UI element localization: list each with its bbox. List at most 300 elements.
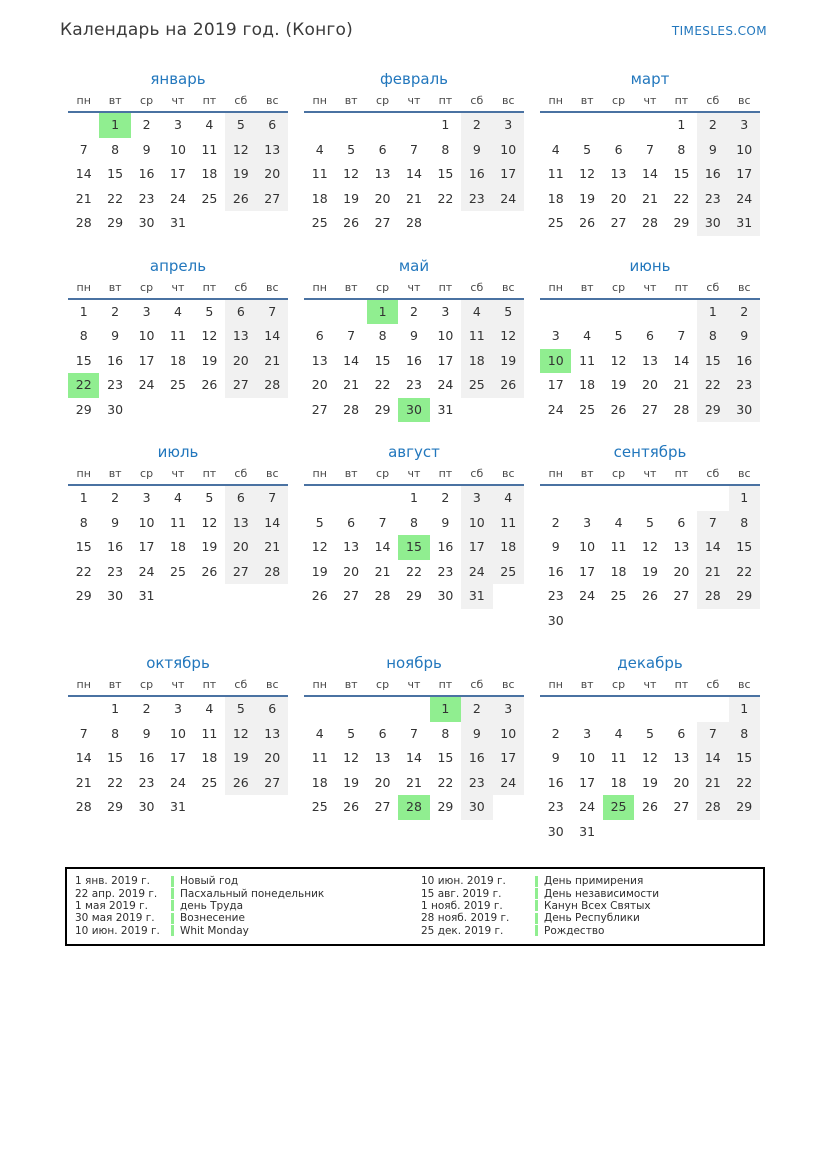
week-row [304, 535, 524, 560]
day-cell: 27 [343, 588, 360, 603]
legend-holiday-name [171, 925, 249, 937]
day-cell: 9 [551, 539, 560, 554]
day-cell: 10 [170, 725, 186, 741]
weekday-label: вт [108, 678, 122, 691]
week-row [68, 511, 288, 536]
weekday-header-row [540, 281, 760, 300]
day-cell: 13 [343, 539, 360, 554]
legend-holiday-name [535, 912, 640, 924]
day-cell: 1 [677, 117, 686, 132]
day-cell: 14 [75, 750, 92, 765]
day-cell: 12 [311, 539, 328, 554]
week-row [304, 795, 524, 820]
day-cell: 27 [374, 215, 391, 230]
day-cell: 4 [205, 701, 214, 716]
day-cell-empty [194, 211, 225, 236]
day-cell-empty [540, 697, 571, 722]
week-row [540, 211, 760, 236]
legend-holiday-name [535, 888, 659, 900]
day-cell: 9 [551, 750, 560, 765]
week-row [540, 795, 760, 820]
page-header [60, 20, 767, 40]
day-cell: 8 [441, 141, 450, 157]
weekday-label: ср [612, 678, 626, 691]
day-cell-empty [603, 820, 634, 845]
day-cell: 29 [107, 215, 124, 230]
holiday-day-cell: 28 [398, 795, 429, 820]
month-title: октябрь [146, 654, 210, 672]
day-cell: 7 [697, 511, 728, 536]
month-title: апрель [149, 256, 207, 275]
legend-date: 10 июн. 2019 г. [421, 875, 506, 888]
day-cell-empty [603, 486, 634, 511]
day-cell: 22 [673, 190, 690, 206]
day-cell: 4 [315, 141, 324, 157]
day-cell: 30 [697, 211, 728, 236]
day-cell: 3 [142, 303, 151, 319]
day-cell-empty [304, 486, 335, 511]
day-cell: 4 [493, 486, 524, 511]
holiday-marker-icon [535, 913, 538, 924]
day-cell-empty [666, 697, 697, 722]
day-cell: 24 [579, 799, 596, 814]
day-cell: 16 [406, 352, 422, 368]
day-cell: 12 [493, 324, 524, 349]
legend-holiday-name [171, 912, 245, 924]
day-cell: 8 [378, 328, 387, 343]
day-cell: 30 [107, 588, 124, 603]
legend-row [67, 887, 421, 899]
day-cell: 22 [729, 771, 760, 796]
day-cell: 20 [374, 774, 391, 790]
weekday-header-row [540, 467, 760, 486]
day-cell: 9 [461, 722, 492, 747]
day-cell: 3 [174, 701, 182, 716]
day-cell: 9 [111, 328, 120, 343]
week-row [304, 771, 524, 796]
day-cell: 2 [729, 300, 760, 325]
day-cell: 26 [225, 187, 256, 212]
week-row [68, 560, 288, 585]
day-cell: 19 [201, 352, 218, 368]
weekday-label: пт [674, 678, 689, 691]
month-july [68, 443, 288, 633]
day-cell: 19 [201, 539, 218, 554]
legend-holiday-name [535, 925, 604, 937]
month-april [68, 257, 288, 423]
weekday-label: сб [706, 467, 720, 480]
day-cell: 19 [493, 349, 524, 374]
week-row [540, 697, 760, 722]
holiday-day-cell: 1 [367, 300, 398, 325]
day-cell: 2 [410, 303, 418, 319]
day-cell: 18 [201, 166, 218, 181]
weekday-label: вс [737, 280, 751, 294]
day-cell: 17 [729, 162, 760, 187]
day-cell: 12 [579, 166, 596, 181]
day-cell: 11 [170, 514, 186, 530]
day-cell: 24 [437, 377, 454, 392]
day-cell: 5 [583, 141, 592, 157]
day-cell: 11 [201, 725, 218, 741]
day-cell: 26 [201, 377, 218, 392]
day-cell: 29 [729, 584, 760, 609]
day-cell-empty [666, 609, 697, 634]
day-cell: 18 [461, 349, 492, 374]
weekday-label: пн [76, 280, 91, 294]
day-cell: 10 [138, 514, 155, 530]
day-cell: 17 [547, 377, 564, 392]
holiday-day-cell: 10 [540, 349, 571, 374]
day-cell: 31 [461, 584, 492, 609]
day-cell: 24 [170, 190, 186, 206]
week-row [540, 300, 760, 325]
day-cell: 20 [311, 377, 328, 392]
week-row [304, 697, 524, 722]
day-cell: 26 [343, 799, 360, 814]
week-row [68, 113, 288, 138]
week-row [68, 349, 288, 374]
weekday-label: ср [140, 678, 154, 691]
day-cell: 24 [729, 187, 760, 212]
weekday-label: пн [76, 678, 91, 691]
day-cell: 4 [583, 328, 592, 343]
day-cell: 6 [225, 486, 256, 511]
day-cell: 26 [579, 215, 596, 230]
legend-date: 1 мая 2019 г. [75, 899, 148, 912]
weekday-label: вс [501, 467, 515, 480]
day-cell: 11 [493, 511, 524, 536]
holiday-day-cell: 15 [398, 535, 429, 560]
day-cell: 6 [378, 141, 387, 157]
day-cell-empty [666, 820, 697, 845]
day-cell: 5 [614, 328, 623, 343]
day-cell: 9 [729, 324, 760, 349]
day-cell: 30 [437, 588, 454, 603]
day-cell: 22 [406, 563, 422, 579]
day-cell: 23 [107, 377, 124, 392]
weekday-label: ср [612, 467, 626, 480]
weekday-label: чт [407, 678, 421, 691]
day-cell: 14 [257, 511, 288, 536]
day-cell: 28 [673, 401, 690, 417]
day-cell-empty [257, 398, 288, 423]
legend-row [421, 875, 763, 887]
day-cell: 18 [311, 774, 328, 790]
day-cell: 20 [257, 746, 288, 771]
day-cell: 31 [138, 588, 155, 603]
day-cell: 14 [257, 324, 288, 349]
day-cell: 6 [225, 300, 256, 325]
week-row [540, 349, 760, 374]
day-cell: 14 [406, 166, 422, 181]
weekday-label: пт [438, 678, 453, 691]
week-row [540, 535, 760, 560]
week-row [540, 187, 760, 212]
day-cell: 26 [311, 588, 328, 603]
day-cell: 8 [729, 722, 760, 747]
day-cell: 1 [729, 486, 760, 511]
month-may [304, 257, 524, 423]
week-row [68, 486, 288, 511]
week-row [304, 511, 524, 536]
weekday-label: пн [312, 467, 327, 480]
weekday-label: вт [108, 280, 122, 294]
day-cell: 19 [225, 162, 256, 187]
day-cell: 5 [225, 113, 256, 138]
day-cell: 5 [646, 514, 654, 530]
day-cell: 18 [610, 774, 627, 790]
day-cell-empty [304, 697, 335, 722]
day-cell: 19 [642, 774, 658, 790]
week-row [68, 138, 288, 163]
day-cell: 11 [610, 750, 627, 765]
weekday-label: пт [202, 280, 217, 294]
day-cell: 20 [374, 190, 391, 206]
weekday-label: вс [265, 678, 279, 691]
day-cell-empty [335, 697, 366, 722]
day-cell-empty [162, 584, 193, 609]
day-cell: 25 [547, 215, 564, 230]
day-cell: 3 [493, 113, 524, 138]
legend-holiday-label: Канун Всех Святых [544, 899, 651, 912]
day-cell: 2 [142, 117, 151, 132]
day-cell: 8 [677, 141, 686, 157]
day-cell: 9 [461, 138, 492, 163]
holiday-marker-icon [535, 876, 538, 887]
weekday-label: пт [438, 467, 453, 480]
day-cell: 14 [697, 535, 728, 560]
day-cell: 15 [437, 750, 454, 765]
legend-date: 25 дек. 2019 г. [421, 924, 504, 937]
month-title: июнь [629, 256, 671, 275]
day-cell: 14 [642, 166, 658, 181]
day-cell: 20 [225, 349, 256, 374]
weekday-label: пн [548, 280, 563, 294]
month-november [304, 654, 524, 844]
months-grid [68, 70, 760, 844]
day-cell: 6 [347, 514, 356, 530]
day-cell: 7 [378, 514, 387, 530]
weekday-label: чт [643, 467, 657, 480]
day-cell: 10 [437, 328, 454, 343]
month-december [540, 654, 760, 844]
day-cell: 6 [378, 725, 387, 741]
week-row [304, 584, 524, 609]
day-cell: 15 [107, 166, 124, 181]
logo-link[interactable]: TIMESLES.COM [671, 24, 767, 38]
weekday-label: пн [548, 467, 563, 480]
week-row [540, 771, 760, 796]
weekday-label: вс [501, 94, 515, 107]
day-cell: 22 [107, 774, 124, 790]
weekday-label: вт [344, 467, 358, 480]
day-cell: 10 [493, 138, 524, 163]
day-cell: 17 [493, 162, 524, 187]
day-cell: 12 [201, 514, 218, 530]
day-cell: 8 [111, 725, 120, 741]
day-cell-empty [729, 609, 760, 634]
day-cell: 12 [225, 722, 256, 747]
day-cell: 22 [437, 774, 454, 790]
day-cell: 17 [138, 352, 155, 368]
weekday-label: сб [706, 280, 720, 294]
day-cell: 25 [311, 215, 328, 230]
holiday-marker-icon [171, 913, 174, 924]
day-cell: 25 [493, 560, 524, 585]
weekday-label: ср [376, 678, 390, 691]
day-cell: 21 [257, 535, 288, 560]
week-row [68, 324, 288, 349]
day-cell: 9 [142, 141, 151, 157]
day-cell-empty [666, 300, 697, 325]
day-cell: 28 [343, 401, 360, 417]
weekday-label: сб [234, 467, 248, 480]
weekday-label: сб [234, 280, 248, 294]
day-cell: 18 [201, 750, 218, 765]
legend-date: 22 апр. 2019 г. [75, 887, 158, 900]
weekday-label: пт [438, 280, 453, 294]
legend-holiday-label: Вознесение [180, 912, 245, 925]
legend-holiday-label: день Труда [180, 899, 244, 912]
holiday-marker-icon [171, 876, 174, 887]
day-cell: 23 [547, 799, 564, 814]
day-cell: 28 [406, 215, 422, 230]
day-cell: 14 [75, 166, 92, 181]
day-cell: 15 [75, 539, 92, 554]
holiday-day-cell: 25 [603, 795, 634, 820]
holiday-marker-icon [171, 900, 174, 911]
weekday-label: пт [438, 94, 453, 107]
day-cell: 10 [579, 539, 596, 554]
day-cell: 10 [461, 511, 492, 536]
day-cell: 13 [673, 750, 690, 765]
day-cell: 18 [170, 539, 186, 554]
day-cell-empty [603, 300, 634, 325]
day-cell: 20 [257, 162, 288, 187]
day-cell: 18 [311, 190, 328, 206]
week-row [304, 300, 524, 325]
day-cell: 13 [374, 750, 391, 765]
legend-date: 28 нояб. 2019 г. [421, 912, 510, 925]
day-cell: 1 [441, 117, 450, 132]
day-cell-empty [194, 795, 225, 820]
day-cell: 21 [406, 774, 422, 790]
day-cell: 18 [493, 535, 524, 560]
day-cell: 23 [406, 377, 422, 392]
day-cell: 28 [374, 588, 391, 603]
weekday-label: вт [580, 280, 594, 294]
day-cell: 11 [311, 750, 328, 765]
legend-row [421, 912, 763, 924]
day-cell-empty [697, 486, 728, 511]
legend-holiday-name [171, 888, 324, 900]
weekday-label: пн [312, 280, 327, 294]
day-cell-empty [257, 795, 288, 820]
month-title: май [398, 256, 430, 275]
day-cell-empty [68, 113, 99, 138]
weekday-label: ср [376, 467, 390, 480]
holiday-day-cell: 30 [398, 398, 429, 423]
day-cell: 7 [79, 725, 88, 741]
day-cell: 3 [493, 697, 524, 722]
day-cell: 16 [547, 563, 564, 579]
day-cell: 7 [347, 328, 356, 343]
week-row [304, 349, 524, 374]
month-title: сентябрь [613, 443, 687, 461]
day-cell-empty [398, 697, 429, 722]
day-cell: 16 [437, 539, 454, 554]
week-row [304, 211, 524, 236]
day-cell: 6 [257, 697, 288, 722]
day-cell: 29 [75, 401, 92, 417]
day-cell-empty [304, 113, 335, 138]
month-january [68, 70, 288, 236]
day-cell: 11 [461, 324, 492, 349]
weekday-label: ср [140, 94, 154, 107]
legend-holiday-name [535, 875, 643, 887]
day-cell: 23 [547, 588, 564, 603]
week-row [304, 138, 524, 163]
day-cell: 26 [642, 588, 658, 603]
day-cell-empty [634, 609, 665, 634]
day-cell-empty [398, 113, 429, 138]
week-row [304, 722, 524, 747]
day-cell: 31 [729, 211, 760, 236]
day-cell: 7 [79, 141, 88, 157]
day-cell: 27 [642, 401, 658, 417]
day-cell-empty [540, 113, 571, 138]
day-cell: 4 [614, 725, 623, 741]
weekday-label: вт [344, 678, 358, 691]
day-cell: 8 [410, 514, 418, 530]
legend-holiday-label: Пасхальный понедельник [180, 887, 325, 900]
weekday-label: чт [407, 94, 421, 107]
day-cell: 4 [614, 514, 623, 530]
day-cell: 23 [138, 774, 155, 790]
day-cell: 12 [201, 328, 218, 343]
day-cell: 30 [461, 795, 492, 820]
day-cell-empty [666, 486, 697, 511]
day-cell: 3 [729, 113, 760, 138]
day-cell: 18 [579, 377, 596, 392]
day-cell: 25 [311, 799, 328, 814]
weekday-label: пн [312, 94, 327, 107]
day-cell: 7 [257, 300, 288, 325]
day-cell: 2 [461, 113, 492, 138]
day-cell: 9 [697, 138, 728, 163]
day-cell: 1 [410, 490, 418, 505]
day-cell: 11 [201, 141, 218, 157]
day-cell-empty [697, 609, 728, 634]
day-cell: 4 [315, 725, 324, 741]
day-cell: 14 [343, 352, 360, 368]
day-cell: 20 [642, 377, 658, 392]
day-cell: 1 [729, 697, 760, 722]
weekday-label: пт [674, 94, 689, 107]
day-cell: 14 [374, 539, 391, 554]
day-cell: 16 [138, 166, 155, 181]
day-cell: 12 [343, 750, 360, 765]
day-cell-empty [335, 300, 366, 325]
week-row [68, 746, 288, 771]
day-cell: 22 [107, 190, 124, 206]
week-row [540, 113, 760, 138]
week-row [304, 398, 524, 423]
day-cell: 8 [697, 324, 728, 349]
legend-holiday-name [171, 875, 238, 887]
day-cell: 8 [111, 141, 120, 157]
